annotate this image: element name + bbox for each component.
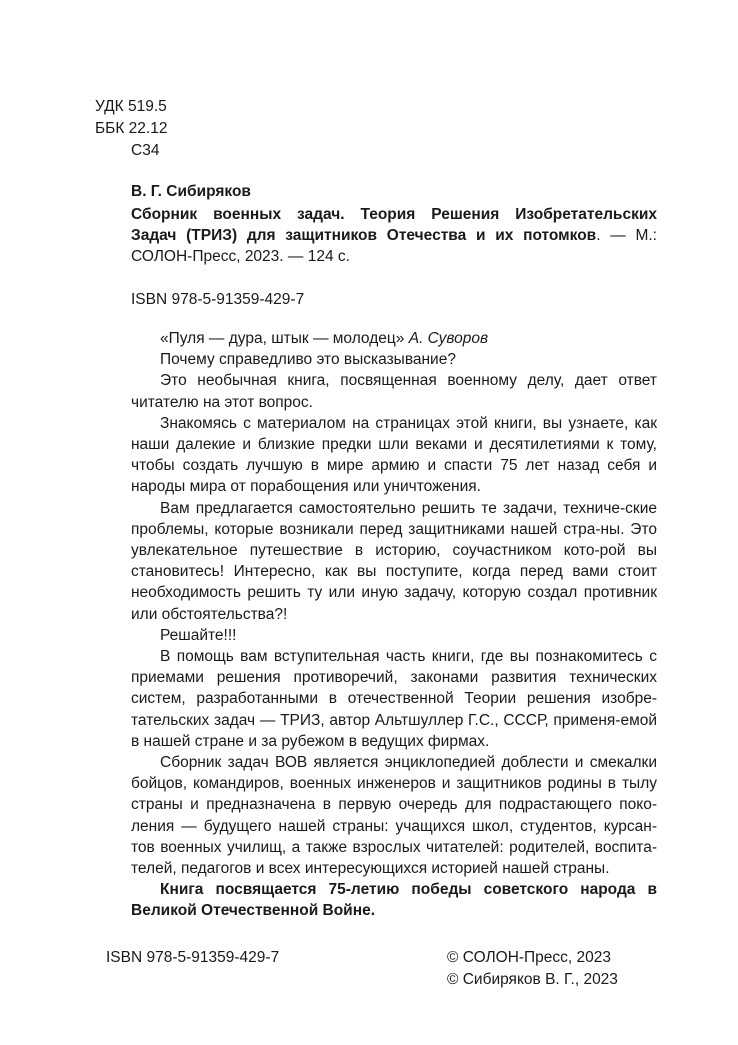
udk-code: УДК 519.5 bbox=[95, 98, 167, 115]
paragraph: Сборник задач ВОВ является энциклопедией доблести и смекалки бойцов, командиров, военных инженеров и защитников родины в тылу страны и предназначена в первую очередь для подрастающего поко-ления — будущего нашей страны: учащихся школ, студентов, курсан-тов военных училищ, а также взрослых читателей: родителей, воспита-телей, педагогов и всех интересующихся историей нашей страны. bbox=[131, 754, 657, 878]
epigraph-quote: «Пуля — дура, штык — молодец» bbox=[160, 330, 405, 347]
copyright-publisher: © СОЛОН-Пресс, 2023 bbox=[447, 949, 612, 966]
author-mark: С34 bbox=[131, 142, 160, 159]
paragraph: В помощь вам вступительная часть книги, где вы познакомитесь с приемами решения противоречий, законами развития технических систем, разработанными в отечественной Теории решения изобре-тательских задач — ТРИЗ, автор Альтшуллер Г.С., СССР, применя-емой в нашей стране и за рубежом в ведущих фирмах. bbox=[131, 648, 657, 750]
book-title-line1: Сборник военных задач. Теория Решения Изобретательских bbox=[131, 206, 657, 223]
bibliographic-description bbox=[131, 204, 657, 268]
isbn-bottom: ISBN 978-5-91359-429-7 bbox=[106, 949, 280, 966]
book-title-line2 bbox=[131, 225, 657, 246]
bbk-code: ББК 22.12 bbox=[95, 120, 168, 137]
book-title-continued: Задач (ТРИЗ) для защитников Отечества и их потомков bbox=[131, 227, 597, 245]
author-name: В. Г. Сибиряков bbox=[131, 183, 251, 200]
publication-place: . — М.: bbox=[596, 227, 657, 245]
paragraph: Решайте!!! bbox=[160, 626, 237, 644]
paragraph: Почему справедливо это высказывание? bbox=[160, 351, 456, 369]
epigraph-author: А. Суворов bbox=[408, 330, 489, 347]
copyright-author: © Сибиряков В. Г., 2023 bbox=[447, 971, 618, 988]
publisher-info: СОЛОН-Пресс, 2023. — 124 с. bbox=[131, 248, 350, 266]
paragraph: Вам предлагается самостоятельно решить те задачи, техниче-ские проблемы, которые возникали перед защитниками нашей стра-ны. Это увлекательное путешествие в историю, соучастником кото-рой вы становитесь! Интересно, как вы поступите, когда перед вами стоит необходимость решить ту или иную задачу, которую создал противник или обстоятельства?! bbox=[131, 499, 657, 623]
annotation bbox=[131, 328, 657, 922]
dedication: Книга посвящается 75-летию победы советского народа в Великой Отечественной Войне. bbox=[131, 881, 657, 920]
epigraph bbox=[131, 328, 657, 349]
isbn-top: ISBN 978-5-91359-429-7 bbox=[131, 291, 305, 308]
paragraph: Знакомясь с материалом на страницах этой книги, вы узнаете, как наши далекие и близкие предки шли веками и десятилетиями к тому, чтобы создать лучшую в мире армию и спасти 75 лет назад себя и народы мира от порабощения или уничтожения. bbox=[131, 414, 657, 496]
paragraph: Это необычная книга, посвященная военному делу, дает ответ читателю на этот вопрос. bbox=[131, 372, 657, 411]
